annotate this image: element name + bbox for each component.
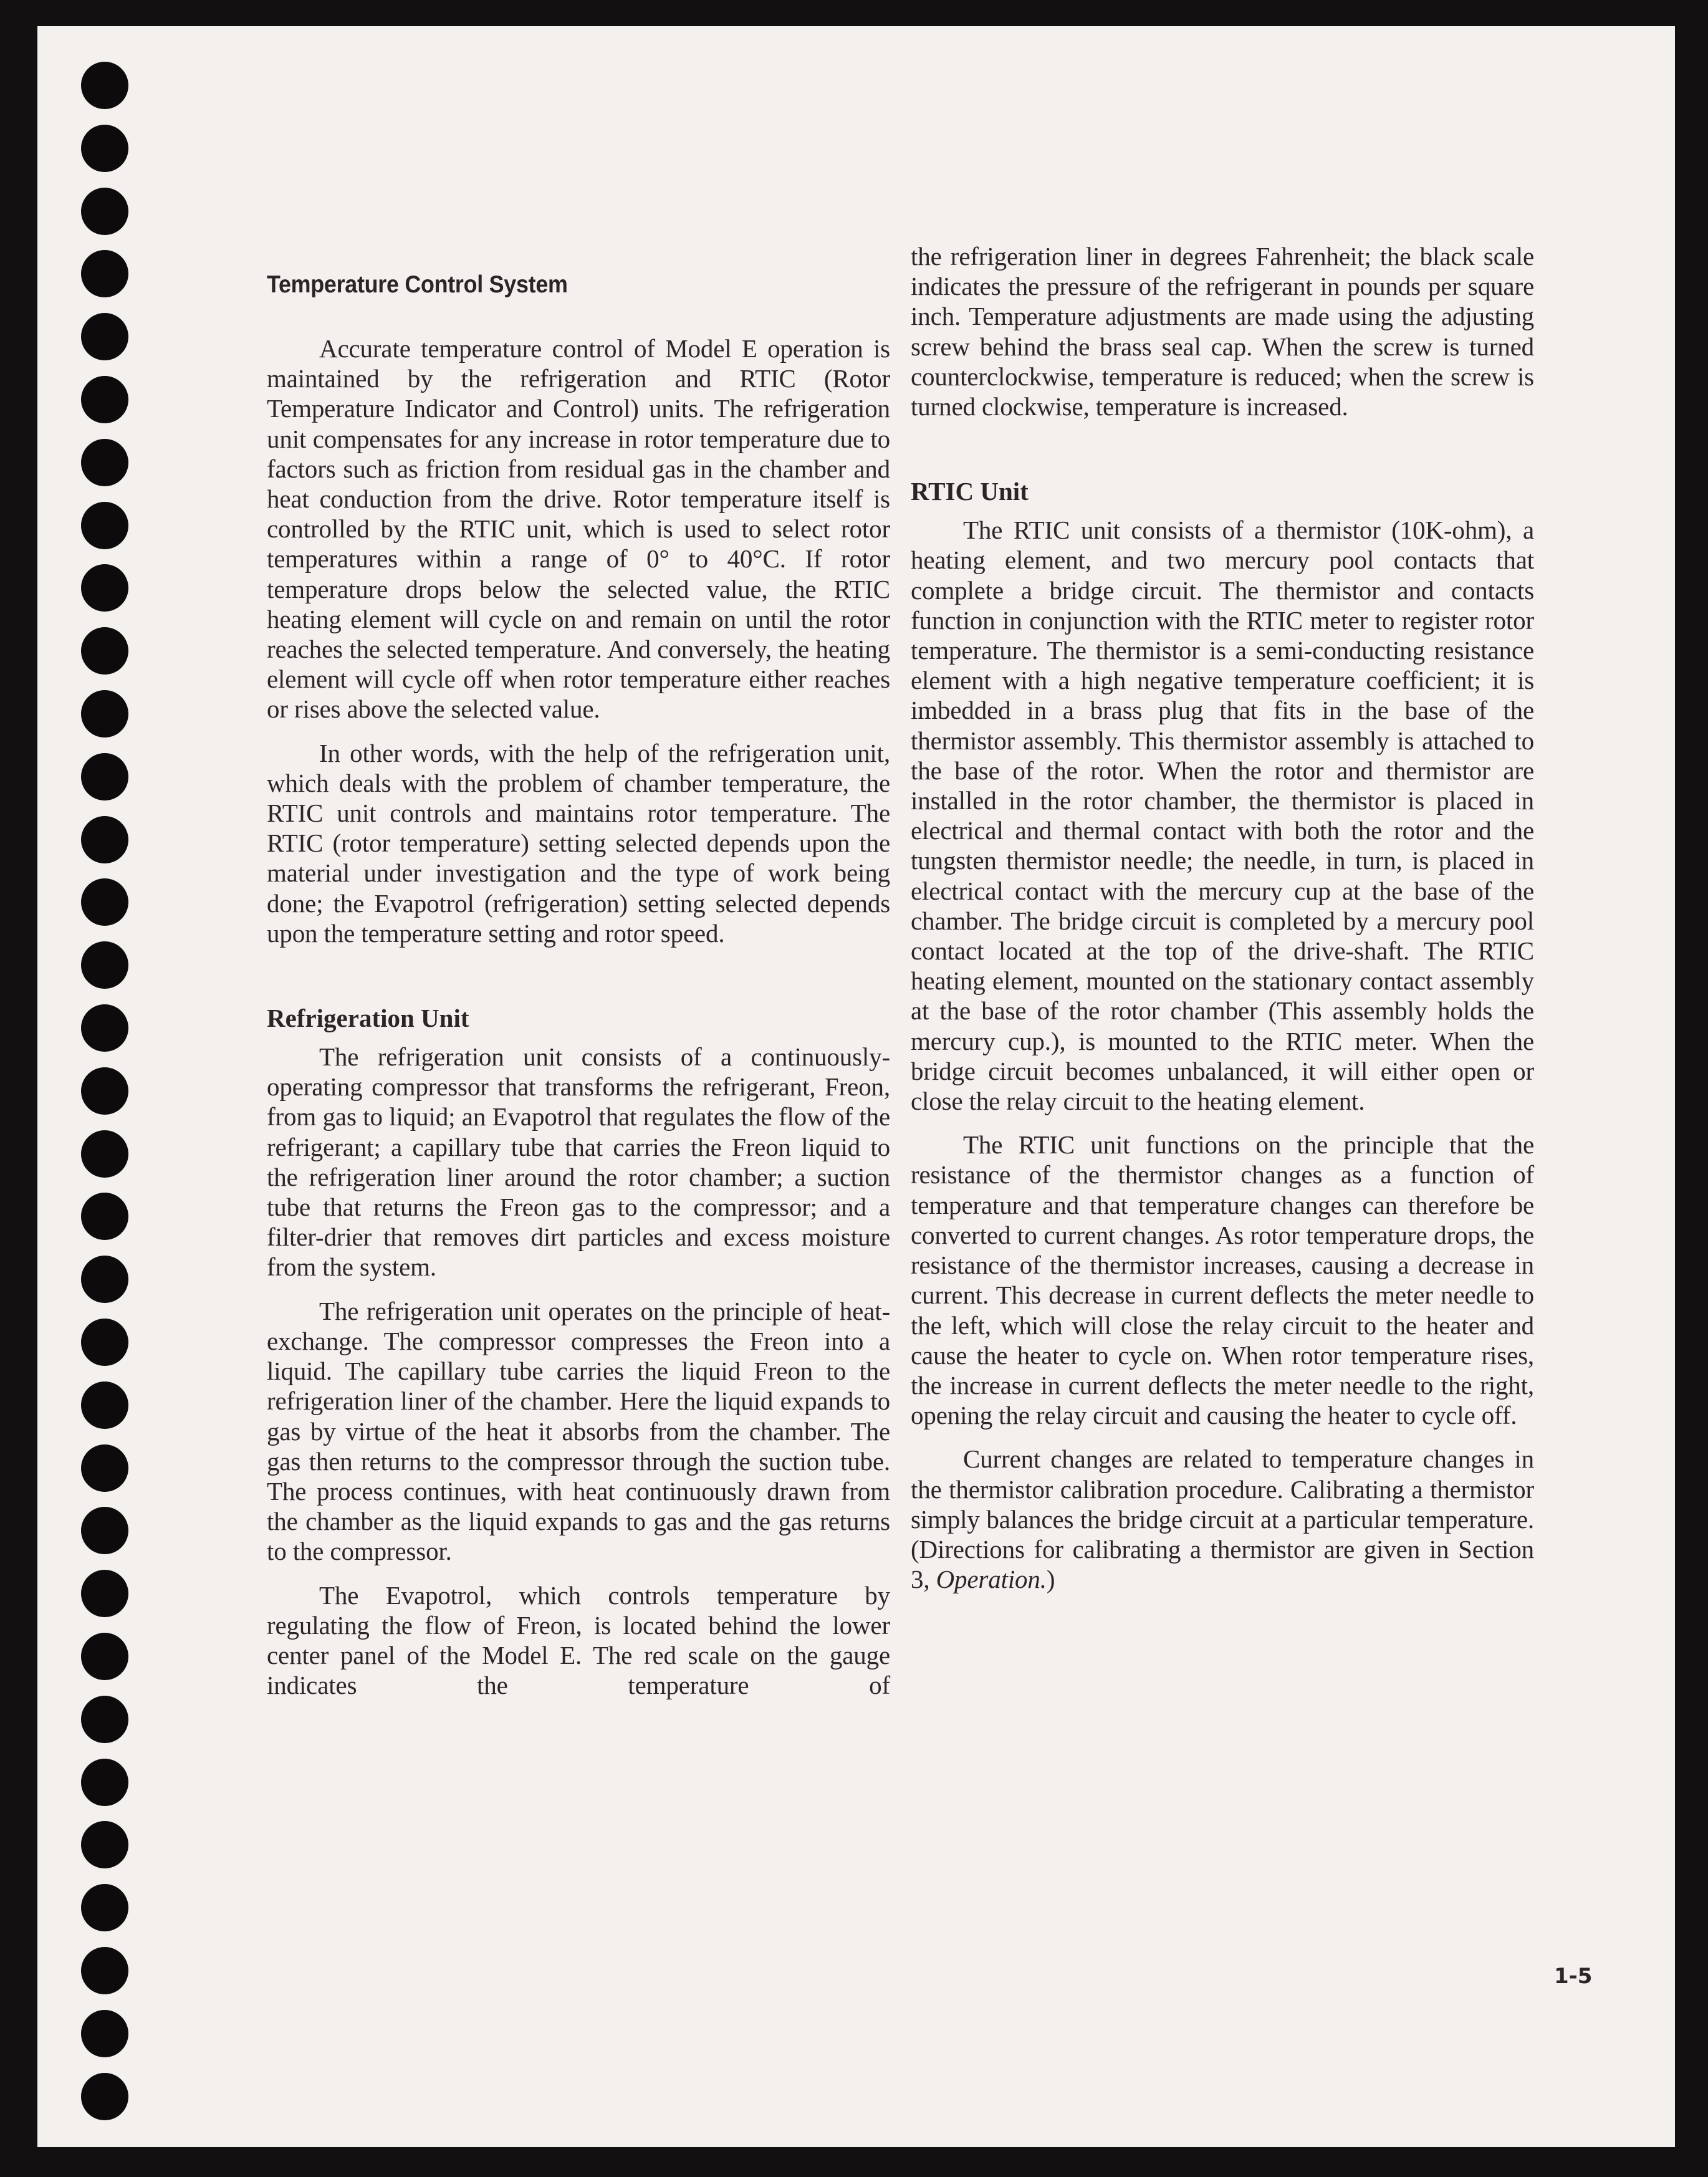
- binder-hole-icon: [81, 2073, 128, 2120]
- paragraph-continuation: the refrigeration liner in degrees Fahrenheit; the black scale indicates the pressure of the refrigerant in pounds per square inch. Temperature adjustments are made using the adjusting screw behind the brass seal cap. When the screw is turned counterclockwise, temperature is reduced; when the screw is turned clockwise, temperature is increased.: [911, 242, 1534, 421]
- binder-hole-icon: [81, 62, 128, 109]
- paragraph-rtic-3-text: Current changes are related to temperature changes in the thermistor calibration procedure. Calibrating a thermistor simply balances the bridge circuit at a particular temperature. (Directions for calibrating a thermistor are given in Section 3,: [911, 1444, 1534, 1594]
- right-column: [911, 241, 1534, 1608]
- binder-hole-icon: [81, 1004, 128, 1052]
- paragraph-refrigeration-2: The refrigeration unit operates on the principle of heat-exchange. The compressor compresses the Freon into a liquid. The capillary tube carries the liquid Freon to the refrigeration liner of the chamber. Here the liquid expands to gas by virtue of the heat it absorbs from the chamber. The gas then returns to the compressor through the suction tube. The process continues, with heat continuously drawn from the chamber as the liquid expands to gas and the gas returns to the compressor.: [267, 1296, 890, 1566]
- binder-hole-icon: [81, 627, 128, 675]
- binder-hole-icon: [81, 188, 128, 235]
- binder-hole-icon: [81, 1130, 128, 1178]
- binder-hole-icon: [81, 1319, 128, 1366]
- page-number: 1-5: [1554, 1964, 1593, 1989]
- paragraph-intro-2: In other words, with the help of the refrigeration unit, which deals with the problem of chamber temperature, the RTIC unit controls and maintains rotor temperature. The RTIC (rotor temperature) setting selected depends upon the material under investigation and the type of work being done; the Evapotrol (refrigeration) setting selected depends upon the temperature setting and rotor speed.: [267, 738, 890, 948]
- binder-hole-icon: [81, 1947, 128, 1994]
- binder-hole-icon: [81, 502, 128, 549]
- binder-hole-icon: [81, 753, 128, 800]
- binder-hole-icon: [81, 1759, 128, 1806]
- operation-section-reference: Operation.: [936, 1565, 1047, 1594]
- binder-hole-icon: [81, 690, 128, 738]
- binder-hole-icon: [81, 439, 128, 486]
- binder-hole-icon: [81, 125, 128, 172]
- binder-hole-icon: [81, 376, 128, 423]
- paragraph-rtic-1: The RTIC unit consists of a thermistor (10K-ohm), a heating element, and two mercury pool contacts that complete a bridge circuit. The thermistor and contacts function in conjunction with the RTIC meter to register rotor temperature. The thermistor is a semi-conducting resistance element with a high negative temperature coefficient; it is imbedded in a brass plug that fits in the base of the thermistor assembly. This thermistor assembly is attached to the base of the rotor. When the rotor and thermistor are installed in the rotor chamber, the thermistor is placed in electrical and thermal contact with both the rotor and the tungsten thermistor needle; the needle, in turn, is placed in electrical contact with the mercury cup at the base of the chamber. The bridge circuit is completed by a mercury pool contact located at the top of the drive-shaft. The RTIC heating element, mounted on the stationary contact assembly at the base of the rotor chamber (This assembly holds the mercury cup.), is mounted to the RTIC meter. When the bridge circuit becomes unbalanced, it will either open or close the relay circuit to the heating element.: [911, 516, 1534, 1116]
- binder-hole-icon: [81, 1821, 128, 1868]
- binder-hole-icon: [81, 564, 128, 612]
- left-column: [267, 241, 890, 1714]
- binder-hole-icon: [81, 1633, 128, 1680]
- binder-hole-icon: [81, 1507, 128, 1554]
- binder-hole-icon: [81, 1067, 128, 1115]
- binder-hole-icon: [81, 1193, 128, 1240]
- binder-hole-icon: [81, 941, 128, 989]
- document-page: [37, 26, 1675, 2147]
- binder-hole-icon: [81, 250, 128, 297]
- paragraph-rtic-3-close: ): [1046, 1565, 1055, 1594]
- binder-hole-icon: [81, 1256, 128, 1303]
- binder-hole-icon: [81, 1570, 128, 1617]
- paragraph-refrigeration-1: The refrigeration unit consists of a continuously-operating compressor that transforms the refrigerant, Freon, from gas to liquid; an Evapotrol that regulates the flow of the refrigerant; a capillary tube that carries the Freon liquid to the refrigeration liner around the rotor chamber; a suction tube that returns the Freon gas to the compressor; and a filter-drier that removes dirt particles and excess moisture from the system.: [267, 1042, 890, 1282]
- paragraph-intro-1: Accurate temperature control of Model E operation is maintained by the refrigeration and RTIC (Rotor Temperature Indicator and Control) units. The refrigeration unit compensates for any increase in rotor temperature due to factors such as friction from residual gas in the chamber and heat conduction from the drive. Rotor temperature itself is controlled by the RTIC unit, which is used to select rotor temperatures within a range of 0° to 40°C. If rotor temperature drops below the selected value, the RTIC heating element will cycle on and remain on until the rotor reaches the selected temperature. And conversely, the heating element will cycle off when rotor temperature either reaches or rises above the selected value.: [267, 334, 890, 724]
- section-heading-temperature-control-system: Temperature Control System: [267, 271, 568, 298]
- binder-hole-icon: [81, 1382, 128, 1429]
- binder-hole-icon: [81, 313, 128, 360]
- paragraph-refrigeration-3: The Evapotrol, which controls temperature by regulating the flow of Freon, is located behind the lower center panel of the Model E. The red scale on the gauge indicates the temperature of: [267, 1580, 890, 1700]
- subheading-refrigeration-unit: Refrigeration Unit: [267, 1004, 469, 1033]
- binder-hole-icon: [81, 1444, 128, 1492]
- paragraph-rtic-3: [911, 1444, 1534, 1594]
- binder-hole-icon: [81, 816, 128, 863]
- binder-hole-icon: [81, 878, 128, 926]
- paragraph-rtic-2: The RTIC unit functions on the principle that the resistance of the thermistor changes as a function of temperature and that temperature changes can therefore be converted to current changes. As rotor temperature drops, the resistance of the thermistor increases, causing a decrease in current. This decrease in current deflects the meter needle to the left, which will close the relay circuit to the heater and cause the heater to cycle on. When rotor temperature rises, the increase in current deflects the meter needle to the right, opening the relay circuit and causing the heater to cycle off.: [911, 1130, 1534, 1430]
- binder-hole-icon: [81, 1884, 128, 1931]
- binder-hole-icon: [81, 2010, 128, 2057]
- binder-hole-icon: [81, 1696, 128, 1743]
- subheading-rtic-unit: RTIC Unit: [911, 477, 1029, 506]
